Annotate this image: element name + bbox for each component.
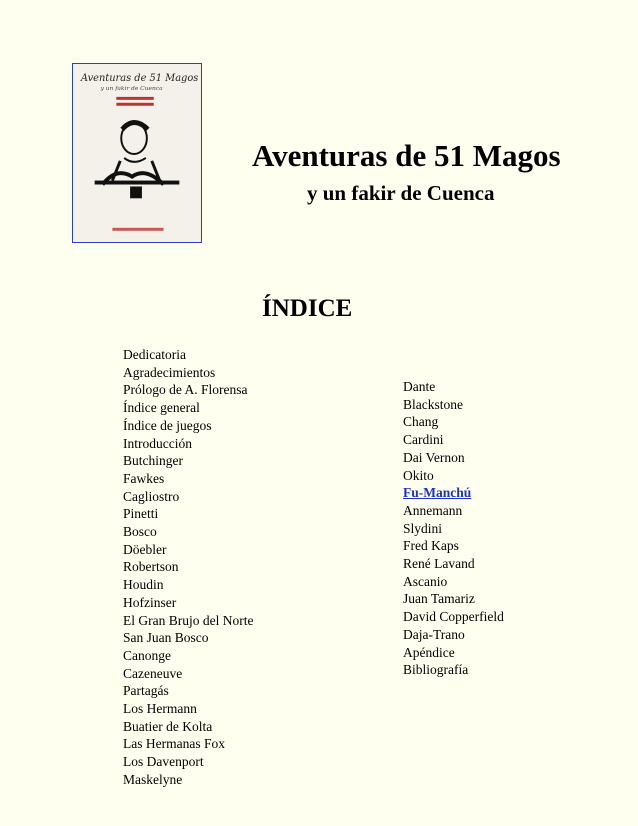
toc-item[interactable]: Daja-Trano: [403, 626, 465, 642]
toc-item[interactable]: Agradecimientos: [123, 364, 216, 380]
toc-item[interactable]: Fred Kaps: [403, 538, 459, 554]
toc-item[interactable]: Bibliografía: [403, 662, 469, 678]
toc-item[interactable]: Canonge: [123, 647, 171, 663]
toc-item[interactable]: Blackstone: [403, 396, 463, 412]
toc-item[interactable]: David Copperfield: [403, 609, 504, 625]
toc-item[interactable]: Bosco: [123, 524, 157, 540]
toc-item[interactable]: Los Davenport: [123, 754, 204, 770]
toc-item[interactable]: Maskelyne: [123, 771, 183, 787]
toc-item[interactable]: Pinetti: [123, 506, 159, 522]
toc-item[interactable]: Las Hermanas Fox: [123, 736, 225, 752]
page-title: Aventuras de 51 Magos: [252, 138, 561, 173]
toc-item[interactable]: Houdin: [123, 577, 164, 593]
toc-right-column: [403, 378, 504, 679]
toc-item[interactable]: Prólogo de A. Florensa: [123, 382, 248, 398]
toc-item[interactable]: Annemann: [403, 502, 463, 518]
toc-item[interactable]: Índice general: [123, 400, 200, 416]
toc-item[interactable]: René Lavand: [403, 556, 475, 572]
toc-item[interactable]: Robertson: [123, 559, 179, 575]
toc-item[interactable]: Cagliostro: [123, 488, 180, 504]
page-subtitle: y un fakir de Cuenca: [307, 181, 495, 205]
book-cover-image: [72, 63, 202, 243]
cover-title-script: Aventuras de 51 Magos: [80, 73, 199, 85]
toc-item[interactable]: Buatier de Kolta: [123, 718, 213, 734]
toc-item[interactable]: Slydini: [403, 520, 443, 536]
toc-item[interactable]: Dai Vernon: [403, 449, 465, 465]
toc-item[interactable]: Butchinger: [123, 453, 183, 469]
toc-item[interactable]: Partagás: [123, 683, 169, 699]
toc-item[interactable]: Dante: [403, 379, 436, 394]
toc-item[interactable]: San Juan Bosco: [123, 630, 209, 646]
toc-item[interactable]: Índice de juegos: [123, 417, 212, 433]
toc-item[interactable]: Okito: [403, 467, 434, 483]
toc-item[interactable]: Cardini: [403, 432, 444, 448]
toc-left-column: [123, 346, 253, 789]
toc-item[interactable]: Ascanio: [403, 573, 448, 589]
toc-item[interactable]: Apéndice: [403, 644, 455, 660]
toc-item-active-link[interactable]: Fu-Manchú: [403, 485, 472, 501]
toc-item[interactable]: Chang: [403, 414, 439, 430]
cover-subtitle-script: y un fakir de Cuenca: [100, 85, 163, 92]
toc-item[interactable]: Juan Tamariz: [403, 591, 475, 607]
toc-item[interactable]: Dedicatoria: [123, 347, 186, 362]
toc-item[interactable]: Fawkes: [123, 470, 165, 486]
toc-item[interactable]: Los Hermann: [123, 701, 197, 717]
toc-item[interactable]: Cazeneuve: [123, 665, 183, 681]
toc-item[interactable]: Introducción: [123, 435, 192, 451]
toc-item[interactable]: Hofzinser: [123, 594, 177, 610]
toc-item[interactable]: Döebler: [123, 541, 167, 557]
toc-item[interactable]: El Gran Brujo del Norte: [123, 612, 254, 628]
index-heading: ÍNDICE: [262, 295, 353, 322]
